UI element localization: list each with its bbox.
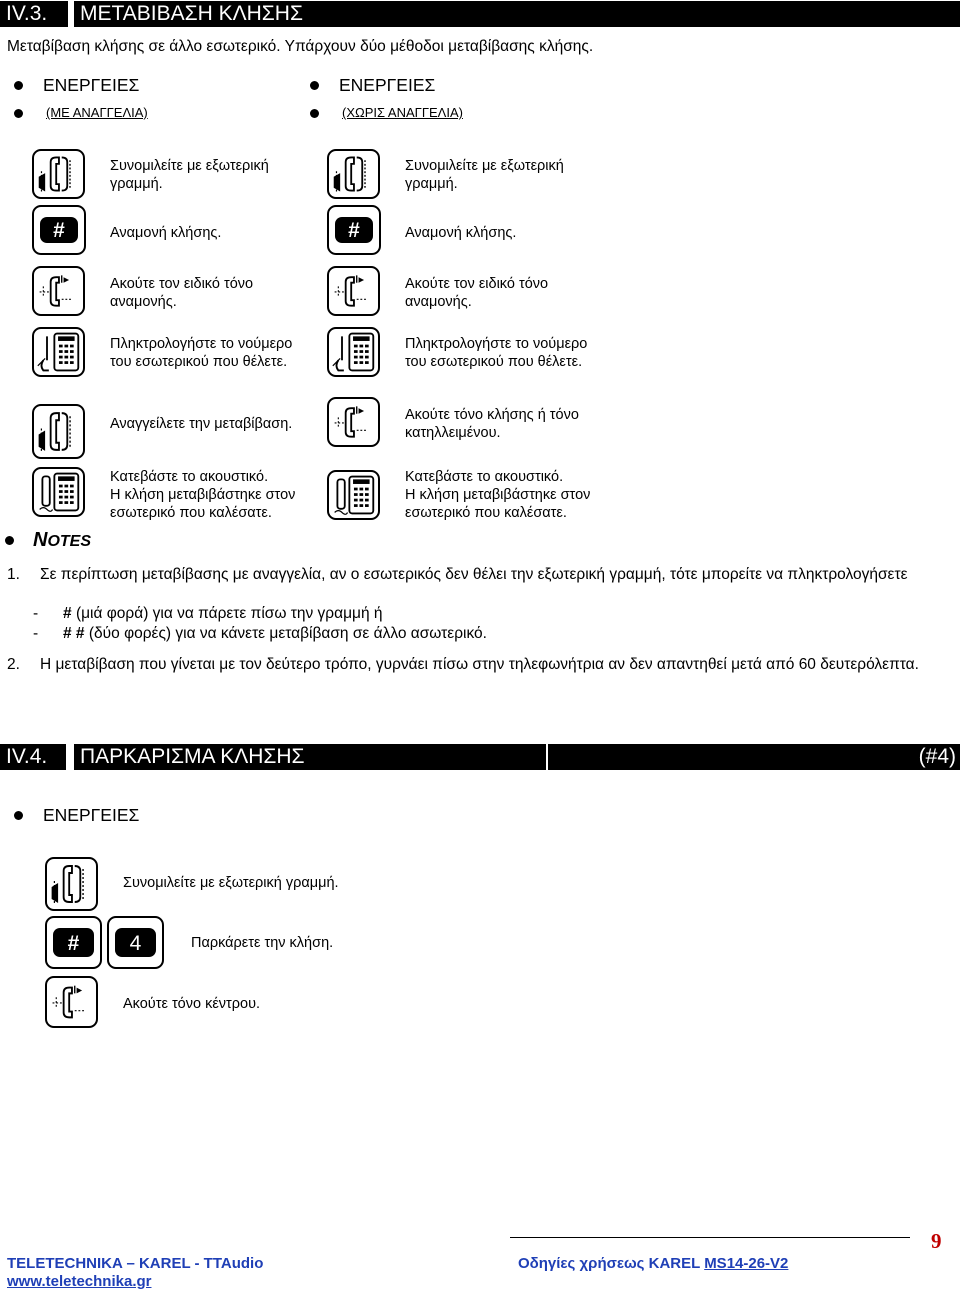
step-text: Κατεβάστε το ακουστικό. Η κλήση μεταβιβάστηκε στον εσωτερικό που καλέσατε. [110, 469, 296, 521]
handset-speaking-icon [327, 149, 380, 199]
section-number: IV.3. [6, 2, 48, 25]
note-key: # # [63, 625, 85, 642]
hash-key-icon [45, 916, 102, 969]
bullet [14, 81, 23, 90]
key-label: # [335, 217, 373, 243]
handset-tone-icon [327, 397, 380, 447]
step-text: Συνομιλείτε με εξωτερική γραμμή. [123, 875, 339, 891]
handset-tone-icon [45, 976, 98, 1028]
bullet [14, 811, 23, 820]
step-text: Συνομιλείτε με εξωτερική γραμμή. [110, 158, 269, 192]
note-number: 2. [7, 656, 20, 673]
footer-rule [510, 1237, 910, 1238]
section-code-box [548, 744, 960, 770]
key-label: 4 [115, 928, 156, 957]
keypad-phone-icon [327, 327, 380, 377]
section-code: (#4) [918, 745, 956, 768]
footer-company: TELETECHNIKA – KAREL - TTAudio [7, 1255, 264, 1272]
page-number: 9 [931, 1229, 942, 1253]
note-text: Σε περίπτωση μεταβίβασης με αναγγελία, αν ο εσωτερικός δεν θέλει την εξωτερική γραμμή, τότε μπορείτε να πληκτρολογήσετε [40, 566, 908, 583]
handset-speaking-icon [32, 404, 85, 459]
note-line [63, 624, 487, 644]
step-text: Ακούτε τόνο κλήσης ή τόνο κατηλλειμένου. [405, 407, 579, 441]
note-dash: - [33, 605, 39, 622]
section-number-box [0, 1, 68, 27]
column2-heading: ΕΝΕΡΓΕΙΕΣ [339, 75, 436, 95]
hang-up-phone-icon [32, 467, 85, 517]
key-label: # [53, 928, 94, 957]
section-number: IV.4. [6, 745, 48, 768]
section2-heading: ΕΝΕΡΓΕΙΕΣ [43, 805, 140, 825]
handset-speaking-icon [45, 857, 98, 911]
handset-speaking-icon [32, 149, 85, 199]
step-text: Συνομιλείτε με εξωτερική γραμμή. [405, 158, 564, 192]
intro-text: Μεταβίβαση κλήσης σε άλλο εσωτερικό. Υπάρχουν δύο μέθοδοι μεταβίβασης κλήσης. [7, 38, 594, 55]
notes-heading-initial: N [33, 529, 48, 551]
bullet [310, 81, 319, 90]
section-title: ΠΑΡΚΑΡΙΣΜΑ ΚΛΗΣΗΣ [80, 745, 305, 768]
step-text: Πληκτρολογήστε το νούμερο του εσωτερικού που θέλετε. [110, 336, 293, 370]
column2-subheading: (ΧΩΡΙΣ ΑΝΑΓΓΕΛΙΑ) [342, 105, 463, 120]
note-line-text: (μιά φορά) για να πάρετε πίσω την γραμμή ή [75, 605, 383, 622]
step-text: Αναμονή κλήσης. [110, 225, 222, 241]
keypad-phone-icon [32, 327, 85, 377]
step-text: Ακούτε τον ειδικό τόνο αναμονής. [110, 276, 254, 310]
bullet [5, 536, 14, 545]
bullet [310, 109, 319, 118]
key-label: # [40, 217, 78, 243]
notes-heading-rest: OTES [47, 533, 92, 550]
step-text: Κατεβάστε το ακουστικό. Η κλήση μεταβιβάστηκε στον εσωτερικό που καλέσατε. [405, 469, 591, 521]
note-line [63, 604, 383, 624]
section-number-box [0, 744, 66, 770]
note-line-text: (δύο φορές) για να κάνετε μεταβίβαση σε άλλο ασωτερικό. [88, 625, 487, 642]
hash-key-icon [32, 205, 86, 255]
step-text: Αναμονή κλήσης. [405, 225, 517, 241]
notes-heading [33, 529, 91, 552]
column1-subheading: (ΜΕ ΑΝΑΓΓΕΛΙΑ) [46, 105, 148, 120]
handset-tone-icon [327, 266, 380, 316]
note-dash: - [33, 625, 39, 642]
footer-guide [518, 1255, 788, 1272]
section-title: ΜΕΤΑΒΙΒΑΣΗ ΚΛΗΣΗΣ [80, 2, 303, 25]
step-text: Παρκάρετε την κλήση. [191, 935, 334, 951]
footer-model-link[interactable]: MS14-26-V2 [704, 1255, 789, 1272]
handset-tone-icon [32, 266, 85, 316]
hash-key-icon [327, 205, 381, 255]
note-number: 1. [7, 566, 20, 583]
footer-guide-prefix: Οδηγίες χρήσεως KAREL [518, 1255, 705, 1272]
section-title-box [74, 1, 960, 27]
step-text: Ακούτε τόνο κέντρου. [123, 996, 261, 1012]
footer-website[interactable]: www.teletechnika.gr [7, 1273, 152, 1290]
step-text: Αναγγείλετε την μεταβίβαση. [110, 416, 293, 432]
note-key: # [63, 605, 72, 622]
note-text: Η μεταβίβαση που γίνεται με τον δεύτερο τρόπο, γυρνάει πίσω στην τηλεφωνήτρια αν δεν απαντηθεί μετά από 60 δευτερόλεπτα. [40, 656, 919, 673]
step-text: Ακούτε τον ειδικό τόνο αναμονής. [405, 276, 549, 310]
section-title-box [74, 744, 546, 770]
four-key-icon [107, 916, 164, 969]
column1-heading: ΕΝΕΡΓΕΙΕΣ [43, 75, 140, 95]
hang-up-phone-icon [327, 470, 380, 520]
step-text: Πληκτρολογήστε το νούμερο του εσωτερικού που θέλετε. [405, 336, 588, 370]
bullet [14, 109, 23, 118]
